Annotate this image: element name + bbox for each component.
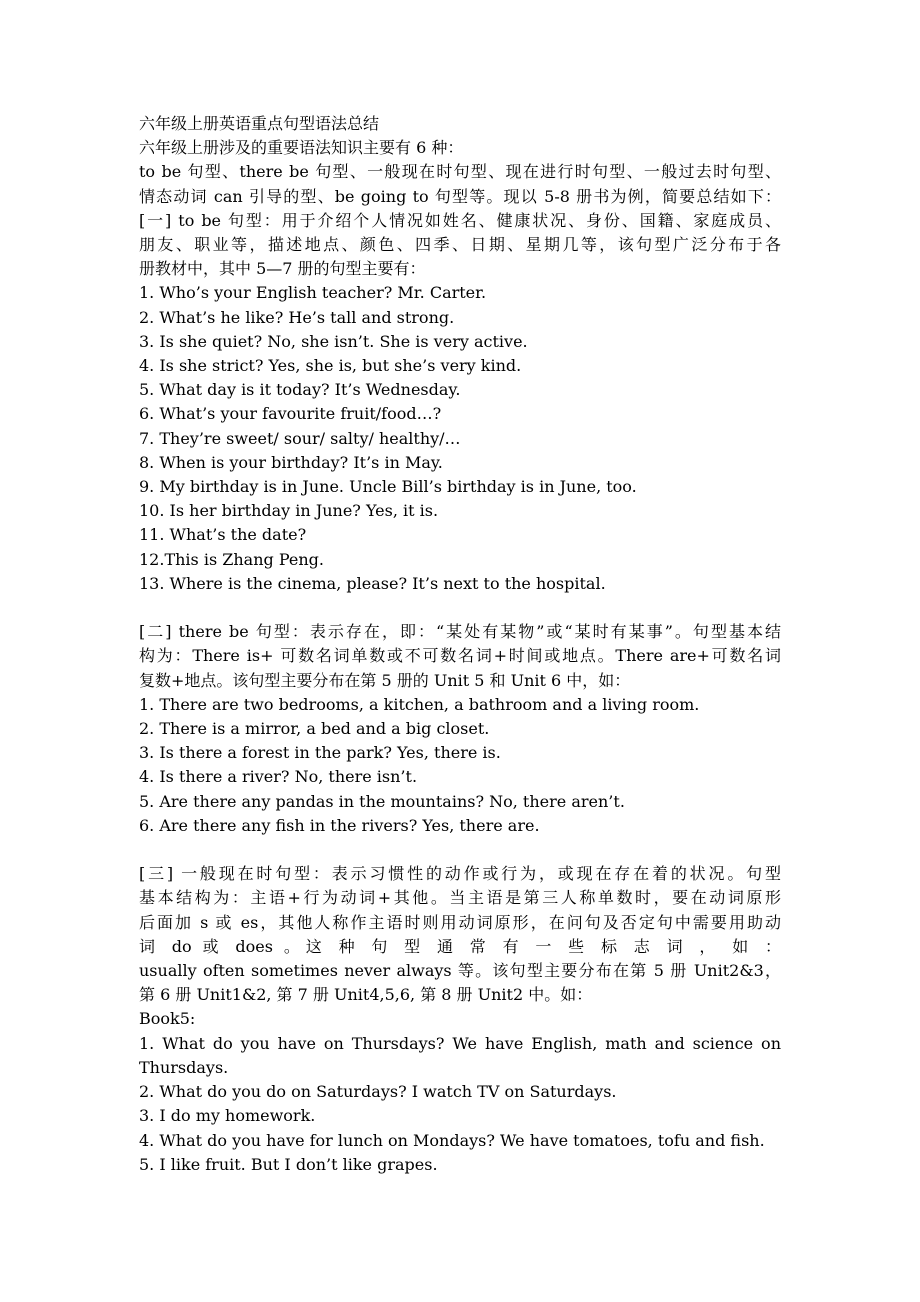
section1-item: 12.This is Zhang Peng. (139, 549, 324, 569)
section2-heading-line: 构为：There is+ 可数名词单数或不可数名词+时间或地点。There are+可数名词 (139, 646, 781, 666)
blank-line (139, 596, 781, 620)
section3-item: 3. I do my homework. (139, 1106, 316, 1126)
section2-item: 2. There is a mirror, a bed and a big closet. (139, 719, 490, 739)
section2-item: 5. Are there any pandas in the mountains? No, there aren’t. (139, 791, 625, 811)
section1-item: 4. Is she strict? Yes, she is, but she’s very kind. (139, 356, 522, 376)
section1-item: 13. Where is the cinema, please? It’s next to the hospital. (139, 573, 606, 593)
section3-item: 5. I like fruit. But I don’t like grapes. (139, 1154, 438, 1174)
section1-item: 7. They’re sweet/ sour/ salty/ healthy/… (139, 428, 461, 448)
document-title: 六年级上册英语重点句型语法总结 (139, 114, 380, 133)
section1-heading-line: 册教材中，其中 5—7 册的句型主要有： (139, 259, 426, 279)
section1-item: 2. What’s he like? He’s tall and strong. (139, 307, 455, 327)
intro-line: to be 句型、there be 句型、一般现在时句型、现在进行时句型、一般过去时句型、 (139, 162, 781, 182)
section3-item: 1. What do you have on Thursdays? We have English, math and science on (139, 1033, 781, 1053)
section1-item: 1. Who’s your English teacher? Mr. Carter. (139, 283, 487, 303)
section3-heading-line: [三] 一般现在时句型：表示习惯性的动作或行为，或现在存在着的状况。句型 (139, 864, 781, 884)
section1-item: 11. What’s the date? (139, 525, 307, 545)
section2-item: 4. Is there a river? No, there isn’t. (139, 767, 418, 787)
intro-line: 六年级上册涉及的重要语法知识主要有 6 种： (139, 138, 464, 158)
section1-item: 5. What day is it today? It’s Wednesday. (139, 380, 461, 400)
section1-item: 3. Is she quiet? No, she isn’t. She is very active. (139, 331, 528, 351)
section2-heading-line: 复数+地点。该句型主要分布在第 5 册的 Unit 5 和 Unit 6 中，如： (139, 670, 631, 690)
section1-item: 10. Is her birthday in June? Yes, it is. (139, 501, 439, 521)
section1-heading-line: [一] to be 句型：用于介绍个人情况如姓名、健康状况、身份、国籍、家庭成员、 (139, 210, 781, 230)
section2-heading-line: [二] there be 句型：表示存在，即：“某处有某物”或“某时有某事”。句型基本结 (139, 622, 781, 642)
book-label: Book5: (139, 1009, 196, 1029)
section1-item: 9. My birthday is in June. Uncle Bill’s birthday is in June, too. (139, 477, 637, 497)
section3-heading-line: usually often sometimes never always 等。该句型主要分布在第 5 册 Unit2&3， (139, 961, 781, 981)
section2-item: 6. Are there any fish in the rivers? Yes, there are. (139, 815, 540, 835)
blank-line (139, 838, 781, 862)
intro-line: 情态动词 can 引导的型、be going to 句型等。现以 5-8 册书为例，简要总结如下： (139, 186, 781, 206)
section3-heading-line: 后面加 s 或 es，其他人称作主语时则用动词原形，在问句及否定句中需要用助动 (139, 912, 781, 932)
section3-item-continuation: Thursdays. (139, 1057, 229, 1077)
section1-heading-line: 朋友、职业等，描述地点、颜色、四季、日期、星期几等，该句型广泛分布于各 (139, 235, 781, 255)
section3-item: 2. What do you do on Saturdays? I watch TV on Saturdays. (139, 1082, 617, 1102)
section2-item: 1. There are two bedrooms, a kitchen, a bathroom and a living room. (139, 694, 700, 714)
section3-heading-line: 基本结构为：主语+行为动词+其他。当主语是第三人称单数时，要在动词原形 (139, 888, 781, 908)
section1-item: 8. When is your birthday? It’s in May. (139, 452, 443, 472)
document-page (139, 112, 781, 1177)
section1-item: 6. What’s your favourite fruit/food…? (139, 404, 442, 424)
section2-item: 3. Is there a forest in the park? Yes, there is. (139, 743, 501, 763)
section3-heading-line: 词 do 或 does 。这 种 句 型 通 常 有 一 些 标 志 词 ， 如 ： (139, 936, 781, 956)
section3-heading-line: 第 6 册 Unit1&2, 第 7 册 Unit4,5,6, 第 8 册 Unit2 中。如： (139, 985, 593, 1005)
section3-item: 4. What do you have for lunch on Mondays? We have tomatoes, tofu and fish. (139, 1130, 765, 1150)
